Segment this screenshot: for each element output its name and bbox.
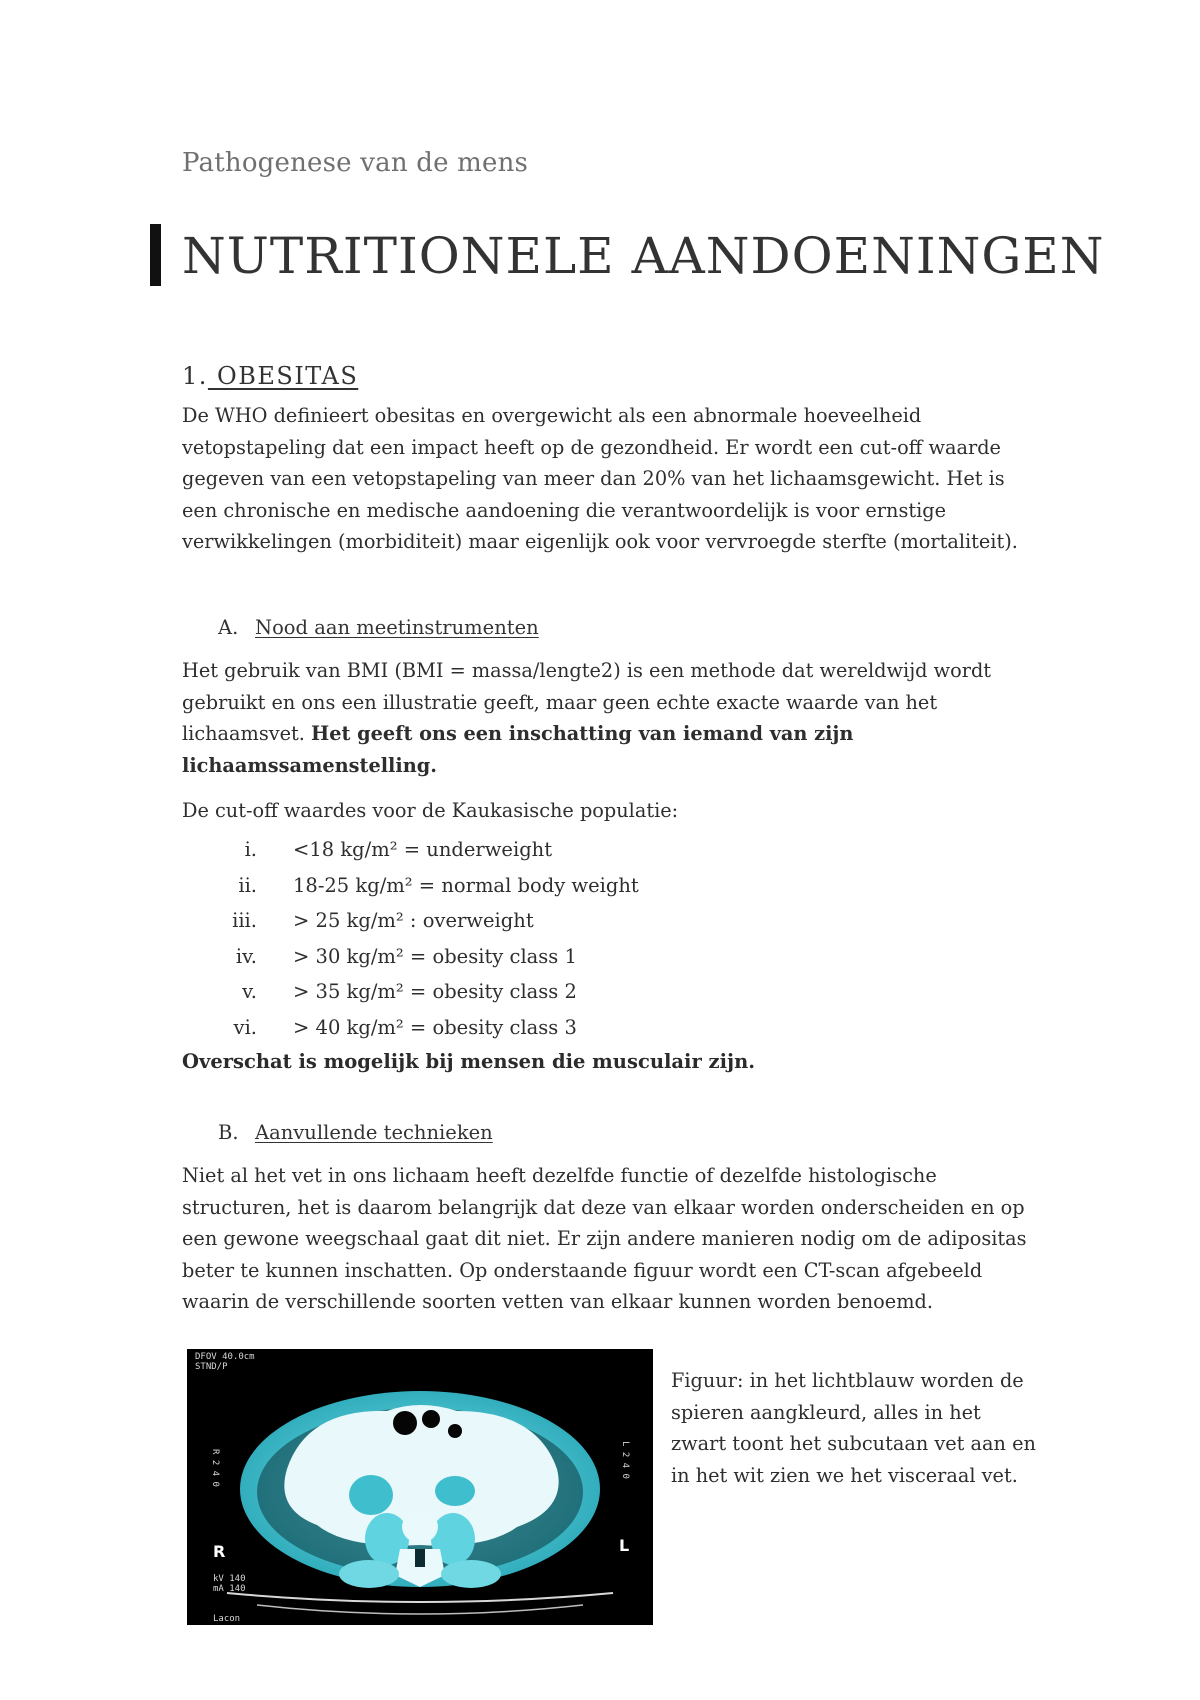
overlay-ma: mA 140 (213, 1584, 246, 1594)
list-item: ii. 18-25 kg/m² = normal body weight (238, 873, 639, 897)
bmi-paragraph-text: Het gebruik van BMI (BMI = massa/lengte2) is een methode dat wereldwijd wordt gebruikt en ons een illustratie geeft, maar geen echte exacte waarde van het lichaamsvet. (182, 659, 992, 745)
subsection-letter: B. (218, 1121, 239, 1144)
subsection-heading-b (218, 1121, 493, 1144)
section-number: 1. (182, 362, 208, 390)
overlay-right-marker: R (213, 1542, 226, 1561)
list-item: i. <18 kg/m² = underweight (244, 838, 553, 861)
overlay-right-vertical: L 2 4 0 (620, 1441, 630, 1479)
section-heading-obesitas (182, 362, 358, 390)
subsection-heading-a (218, 616, 539, 639)
overlay-stnd: STND/P (195, 1362, 228, 1372)
obesitas-paragraph: De WHO definieert obesitas en overgewicht als een abnormale hoeveelheid vetopstapeling dat een impact heeft op de gezondheid. Er wordt een cut-off waarde gegeven van een vetopstapeling van meer dan 20% van het lichaamsgewicht. Het is een chronische en medische aandoening die verantwoordelijk is voor ernstige verwikkelingen (morbiditeit) maar eigenlijk ook voor vervroegde sterfte (mortaliteit). (182, 404, 1018, 553)
cutoff-intro: De cut-off waardes voor de Kaukasische populatie: (182, 799, 679, 822)
title-accent-bar (150, 224, 161, 286)
overlay-dfov: DFOV 40.0cm (195, 1352, 255, 1362)
subsection-title: Aanvullende technieken (255, 1121, 493, 1144)
cutoff-list (182, 832, 639, 1045)
section-title: OBESITAS (217, 362, 359, 390)
overlay-bottom: Lacon (213, 1614, 241, 1624)
ct-scan-drawing (187, 1349, 653, 1625)
list-item: vi. > 40 kg/m² = obesity class 3 (233, 1015, 577, 1039)
ct-scan-image (187, 1349, 653, 1625)
bmi-paragraph-emphasis: Het geeft ons een inschatting van iemand van zijn lichaamssamenstelling. (182, 722, 854, 777)
document-title: NUTRITIONELE AANDOENINGEN (182, 227, 1105, 285)
list-item: iii. > 25 kg/m² : overweight (232, 909, 534, 932)
bmi-paragraph (182, 655, 1032, 781)
subsection-title: Nood aan meetinstrumenten (255, 616, 539, 639)
overlay-left-marker: L (619, 1536, 630, 1555)
techniques-paragraph: Niet al het vet in ons lichaam heeft dezelfde functie of dezelfde histologische structuren, het is daarom belangrijk dat deze van elkaar worden onderscheiden en op een gewone weegschaal gaat dit niet. Er zijn andere manieren nodig om de adipositas beter te kunnen inschatten. Op onderstaande figuur wordt een CT-scan afgebeeld waarin de verschillende soorten vetten van elkaar kunnen worden benoemd. (182, 1164, 1027, 1313)
overlay-left-vertical: R 2 4 0 (210, 1449, 220, 1487)
overestimation-note: Overschat is mogelijk bij mensen die musculair zijn. (182, 1050, 756, 1073)
subsection-letter: A. (218, 616, 239, 639)
figure-caption: Figuur: in het lichtblauw worden de spieren aangkleurd, alles in het zwart toont het subcutaan vet aan en in het wit zien we het visceraal vet. (671, 1369, 1036, 1487)
list-item: iv. > 30 kg/m² = obesity class 1 (235, 944, 577, 968)
list-item: v. > 35 kg/m² = obesity class 2 (242, 980, 577, 1003)
running-head: Pathogenese van de mens (182, 148, 529, 178)
overlay-kv: kV 140 (213, 1574, 246, 1584)
